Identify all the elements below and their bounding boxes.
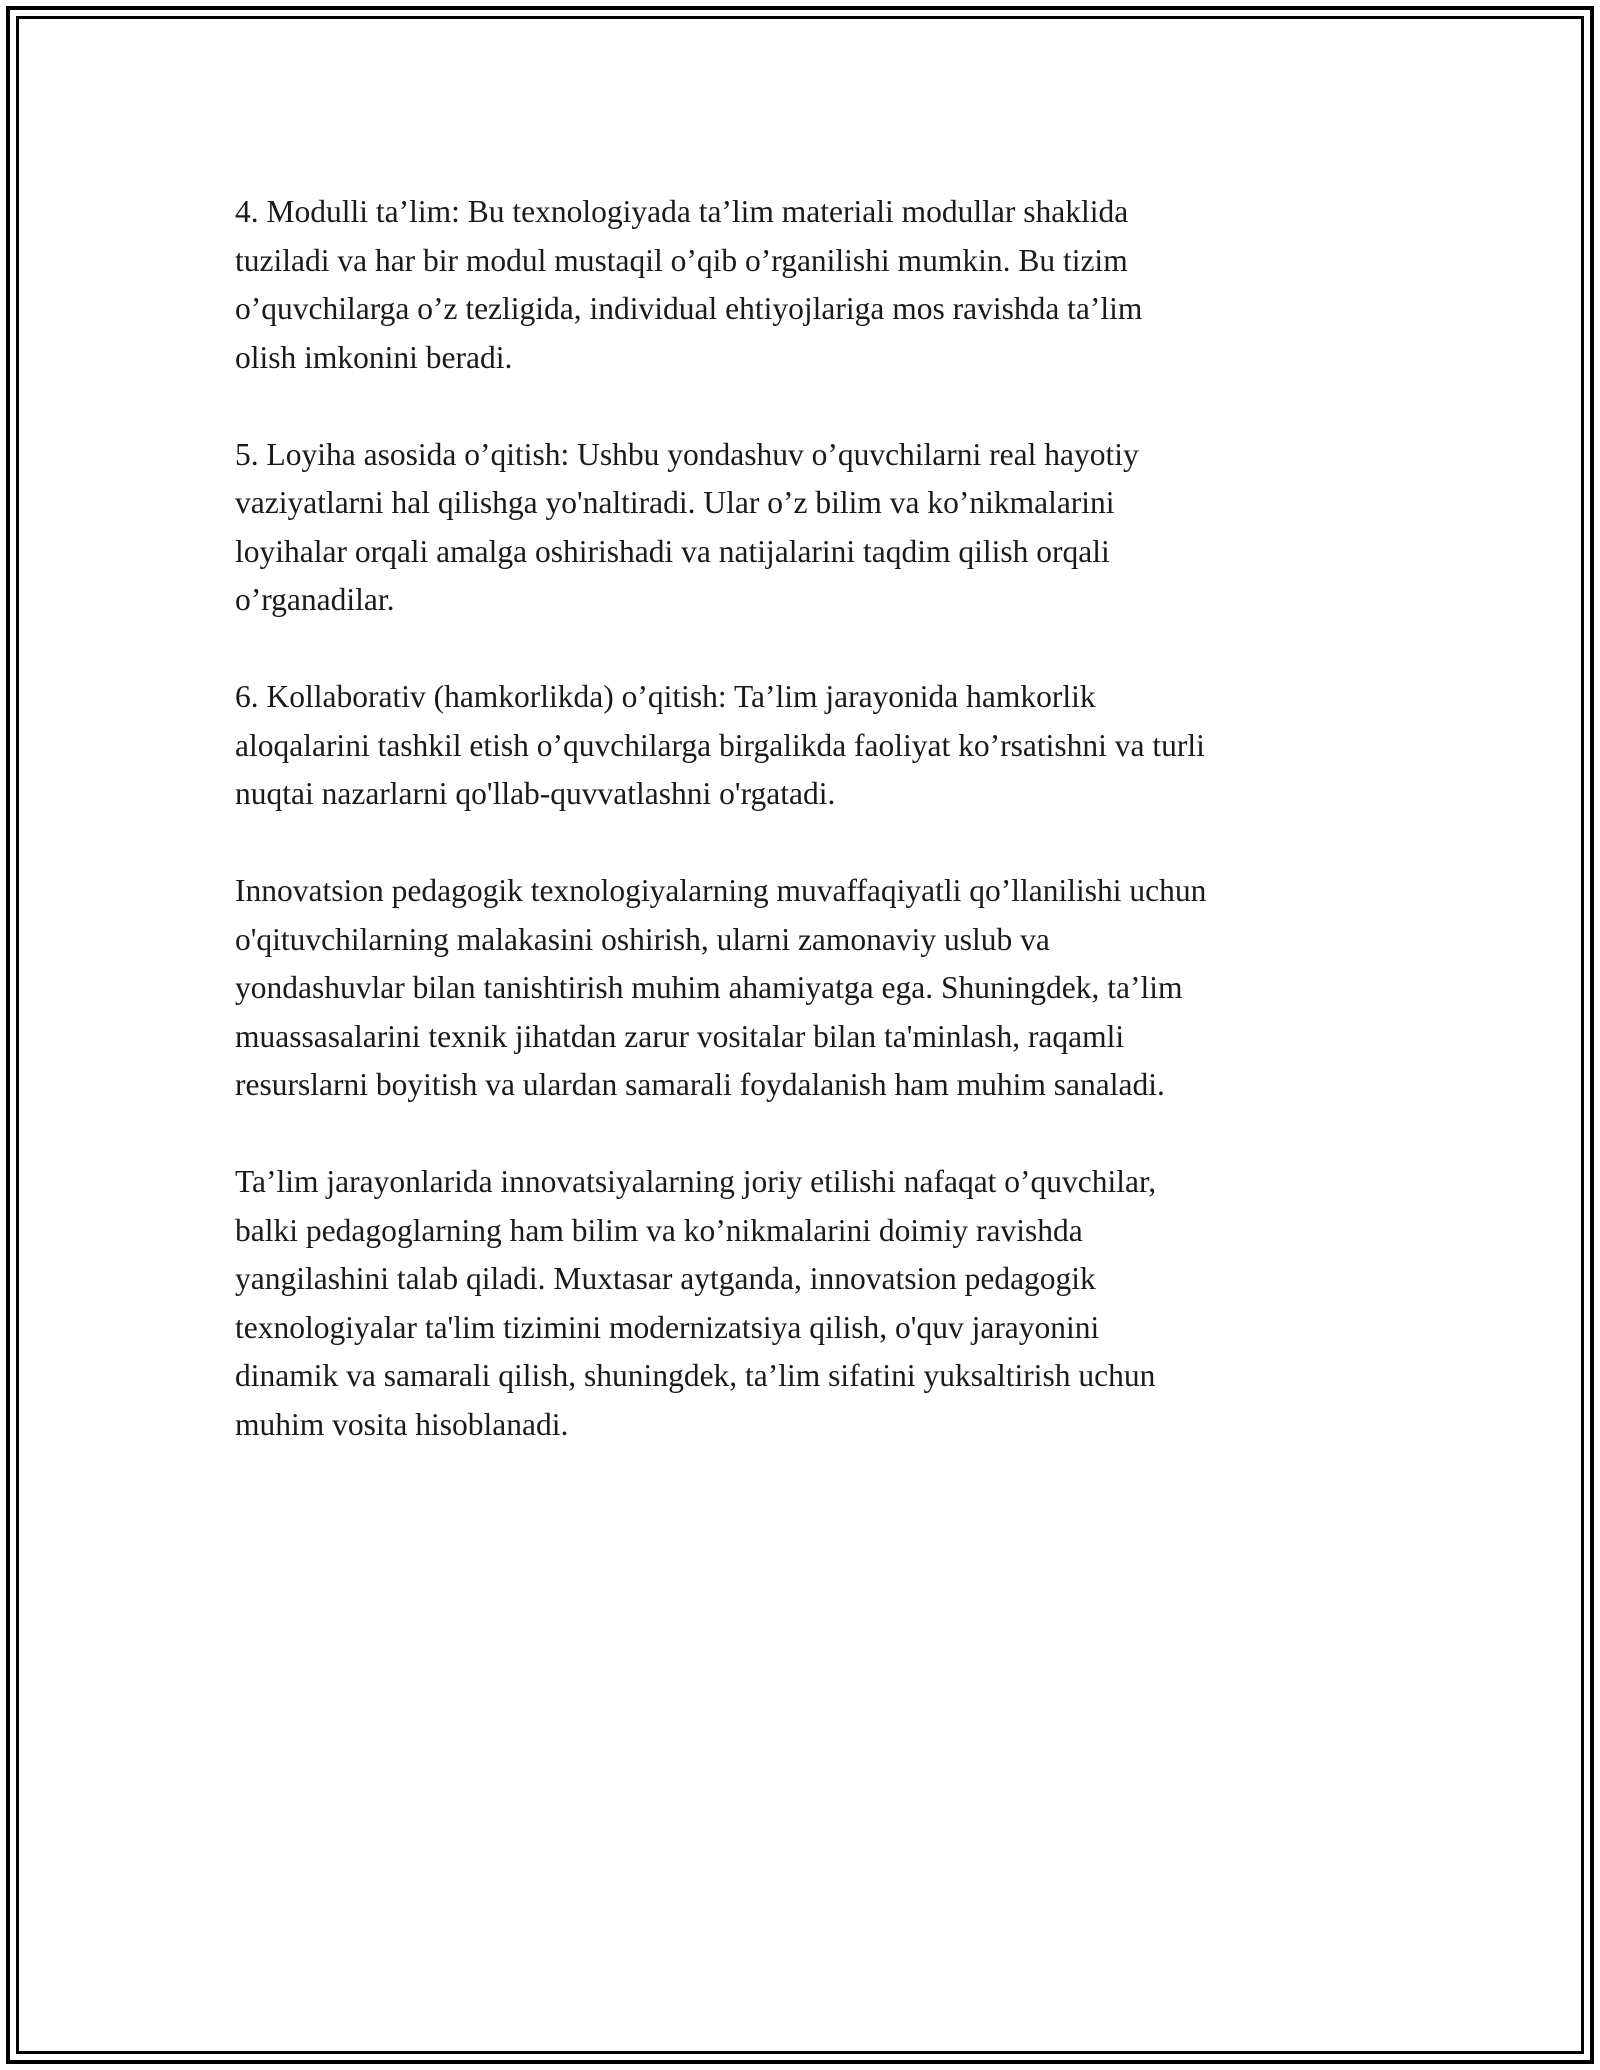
document-body bbox=[235, 188, 1385, 1498]
paragraph-loyiha-asosida-oqitish: 5. Loyiha asosida o’qitish: Ushbu yondashuv o’quvchilarni real hayotiy vaziyatlarni hal qilishga yo'naltiradi. Ular o’z bilim va ko’nikmalarini loyihalar orqali amalga oshirishadi va natijalarini taqdim qilish orqali o’rganadilar. bbox=[235, 436, 1139, 617]
paragraph-modulli-talim: 4. Modulli ta’lim: Bu texnologiyada ta’lim materiali modullar shaklida tuziladi va har bir modul mustaqil o’qib o’rganilishi mumkin. Bu tizim o’quvchilarga o’z tezligida, individual ehtiyojlariga mos ravishda ta’lim olish imkonini beradi. bbox=[235, 194, 1143, 375]
paragraph-innovatsion-texnologiyalar: Innovatsion pedagogik texnologiyalarning muvaffaqiyatli qo’llanilishi uchun o'qituvchilarning malakasini oshirish, ularni zamonaviy uslub va yondashuvlar bilan tanishtirish muhim ahamiyatga ega. Shuningdek, ta’lim muassasalarini texnik jihatdan zarur vositalar bilan ta'minlash, raqamli resurslarni boyitish va ulardan samarali foydalanish ham muhim sanaladi. bbox=[235, 873, 1207, 1102]
paragraph-kollaborativ-oqitish: 6. Kollaborativ (hamkorlikda) o’qitish: Ta’lim jarayonida hamkorlik aloqalarini tashkil etish o’quvchilarga birgalikda faoliyat ko’rsatishni va turli nuqtai nazarlarni qo'llab-quvvatlashni o'rgatadi. bbox=[235, 679, 1205, 811]
paragraph-conclusion: Ta’lim jarayonlarida innovatsiyalarning joriy etilishi nafaqat o’quvchilar, balki pedagoglarning ham bilim va ko’nikmalarini doimiy ravishda yangilashini talab qiladi. Muxtasar aytganda, innovatsion pedagogik texnologiyalar ta'lim tizimini modernizatsiya qilish, o'quv jarayonini dinamik va samarali qilish, shuningdek, ta’lim sifatini yuksaltirish uchun muhim vosita hisoblanadi. bbox=[235, 1164, 1157, 1442]
